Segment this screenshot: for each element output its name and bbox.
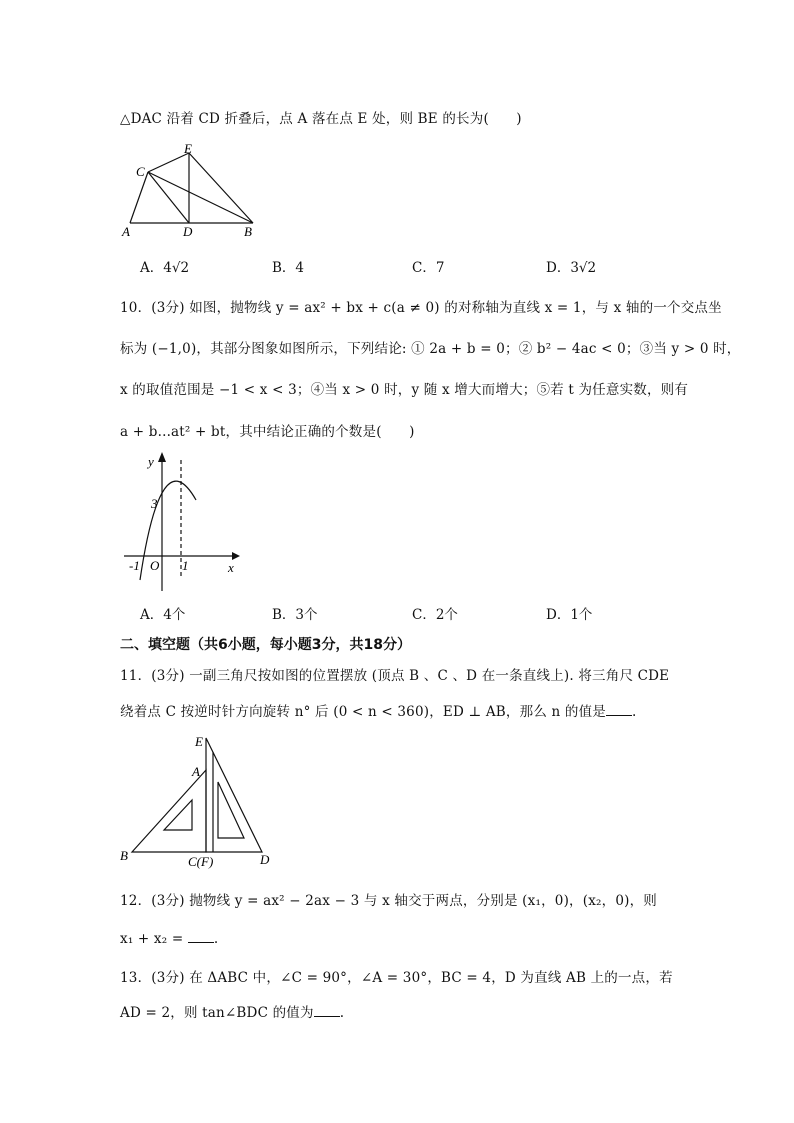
q12-line-2-text: x₁ + x₂ =	[120, 931, 184, 947]
label-y: y	[148, 454, 154, 469]
segment-AC	[130, 172, 148, 223]
segment-CB	[148, 172, 253, 223]
label-one: 1	[182, 558, 189, 573]
label-D: D	[260, 852, 270, 867]
q11-line-2-end: .	[632, 704, 637, 720]
segment-CD	[148, 172, 189, 223]
q10-option-b[interactable]: B．3个	[272, 607, 318, 623]
q11-line-2-text: 绕着点 C 按逆时针方向旋转 n° 后 (0 < n < 360)，ED ⊥ AB，那么 n 的值是	[120, 704, 607, 720]
y-axis-arrow	[158, 452, 166, 462]
segment-EB	[189, 153, 253, 223]
q9-figure	[118, 140, 268, 240]
label-A: A	[122, 224, 130, 239]
label-B: B	[120, 848, 128, 863]
q12-line-1: 12．(3分) 抛物线 y = ax² − 2ax − 3 与 x 轴交于两点，分别是 (x₁，0)，(x₂，0)，则	[120, 893, 657, 909]
q13-line-2-end: .	[339, 1005, 345, 1021]
set-square-abc-inner	[164, 800, 192, 830]
label-three: 3	[151, 496, 158, 511]
label-D: D	[183, 224, 193, 239]
q9-option-b[interactable]: B．4	[272, 260, 305, 276]
label-B: B	[244, 224, 252, 239]
x-axis-arrow	[232, 552, 240, 560]
q12-answer-blank[interactable]	[188, 930, 214, 943]
q10-option-c[interactable]: C．2个	[412, 607, 458, 623]
label-A: A	[192, 764, 200, 779]
q9-option-a[interactable]: A．4√2	[140, 260, 190, 276]
q13-line-2	[120, 1001, 344, 1021]
q10-option-a[interactable]: A．4个	[140, 607, 186, 623]
q12-line-2-end: .	[213, 931, 219, 947]
label-C: C	[136, 164, 145, 179]
label-x: x	[228, 560, 234, 575]
q9-option-c[interactable]: C．7	[412, 260, 445, 276]
q10-line-4: a + b...at² + bt，其中结论正确的个数是( )	[120, 424, 415, 440]
label-minus-one: -1	[129, 558, 140, 573]
q9-stem: △DAC 沿着 CD 折叠后，点 A 落在点 E 处，则 BE 的长为( )	[120, 111, 522, 127]
q11-line-1: 11．(3分) 一副三角尺按如图的位置摆放 (顶点 B 、C 、D 在一条直线上). 将三角尺 CDE	[120, 668, 670, 684]
label-origin: O	[150, 558, 160, 573]
set-square-cde	[206, 738, 262, 852]
q11-answer-blank[interactable]	[606, 703, 632, 716]
q9-option-d[interactable]: D．3√2	[546, 260, 597, 276]
set-square-abc	[132, 770, 206, 852]
q10-line-1: 10．(3分) 如图，抛物线 y = ax² + bx + c(a ≠ 0) 的对称轴为直线 x = 1，与 x 轴的一个交点坐	[120, 300, 722, 316]
label-E: E	[184, 141, 192, 156]
label-CF: C(F)	[188, 854, 214, 869]
q11-line-2	[120, 700, 637, 720]
q13-line-1: 13．(3分) 在 ΔABC 中，∠C = 90°，∠A = 30°，BC = 4，D 为直线 AB 上的一点，若	[120, 970, 673, 986]
q10-figure	[120, 448, 245, 596]
set-square-cde-inner	[218, 782, 244, 838]
q12-line-2	[120, 930, 218, 947]
segment-CE	[148, 153, 189, 172]
q13-answer-blank[interactable]	[314, 1004, 340, 1017]
q10-line-3: x 的取值范围是 −1 < x < 3；④当 x > 0 时，y 随 x 增大而增大；⑤若 t 为任意实数，则有	[120, 382, 689, 398]
q10-option-d[interactable]: D．1个	[546, 607, 593, 623]
q13-line-2-text: AD = 2，则 tan∠BDC 的值为	[120, 1005, 314, 1021]
q11-figure	[116, 730, 281, 870]
q10-line-2: 标为 (−1,0)，其部分图象如图所示，下列结论: ① 2a + b = 0；② b² − 4ac < 0；③当 y > 0 时，	[120, 341, 741, 357]
label-E: E	[195, 734, 203, 749]
section-title-fill-in: 二、填空题（共6小题，每小题3分，共18分）	[120, 637, 411, 653]
